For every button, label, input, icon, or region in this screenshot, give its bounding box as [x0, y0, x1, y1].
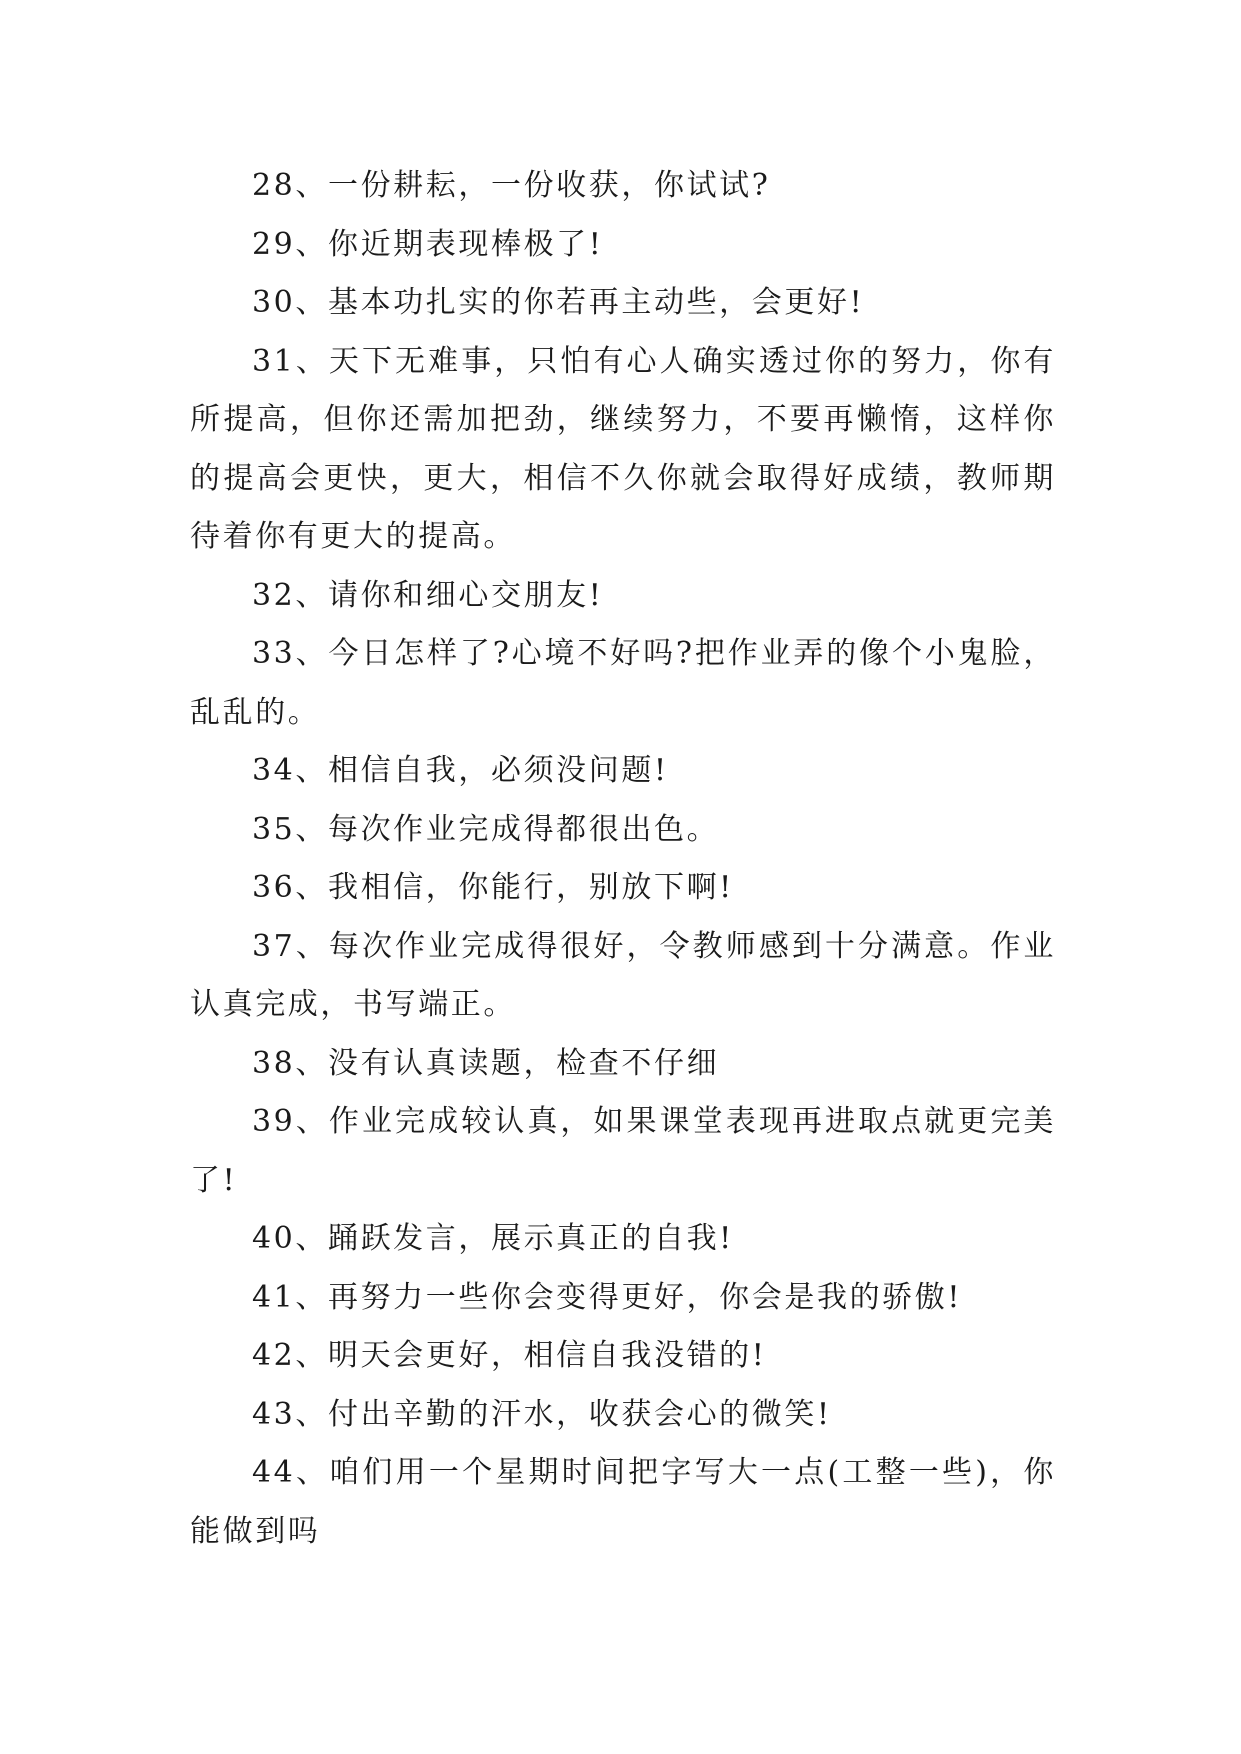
paragraph: 29、你近期表现棒极了!: [252, 226, 604, 262]
paragraph: 38、没有认真读题，检查不仔细: [252, 1045, 720, 1081]
paragraph: 30、基本功扎实的你若再主动些，会更好!: [252, 285, 865, 320]
paragraph: 31、天下无难事，只怕有心人确实透过你的努力，你有所提高，但你还需加把劲，继续努力，不要再懒惰，这样你的提高会更快，更大，相信不久你就会取得好成绩，教师期待着你有更大的提高。: [190, 343, 1056, 554]
paragraph: 43、付出辛勤的汗水，收获会心的微笑!: [252, 1396, 832, 1432]
paragraph: 44、咱们用一个星期时间把字写大一点(工整一些)，你能做到吗: [190, 1455, 1056, 1549]
paragraph: 32、请你和细心交朋友!: [252, 577, 604, 613]
paragraph: 28、一份耕耘，一份收获，你试试?: [252, 168, 771, 203]
paragraph: 36、我相信，你能行，别放下啊!: [252, 870, 734, 905]
paragraph: 40、踊跃发言，展示真正的自我!: [252, 1221, 734, 1256]
paragraph: 41、再努力一些你会变得更好，你会是我的骄傲!: [252, 1279, 963, 1315]
paragraph: 34、相信自我，必须没问题!: [252, 753, 669, 788]
paragraph: 42、明天会更好，相信自我没错的!: [252, 1338, 767, 1373]
paragraph: 35、每次作业完成得都很出色。: [252, 811, 720, 847]
paragraph: 39、作业完成较认真，如果课堂表现再进取点就更完美了!: [190, 1104, 1056, 1198]
paragraph: 33、今日怎样了?心境不好吗?把作业弄的像个小鬼脸，乱乱的。: [190, 636, 1056, 730]
document-body: [190, 157, 1056, 1561]
paragraph: 37、每次作业完成得很好，令教师感到十分满意。作业认真完成，书写端正。: [190, 928, 1056, 1022]
